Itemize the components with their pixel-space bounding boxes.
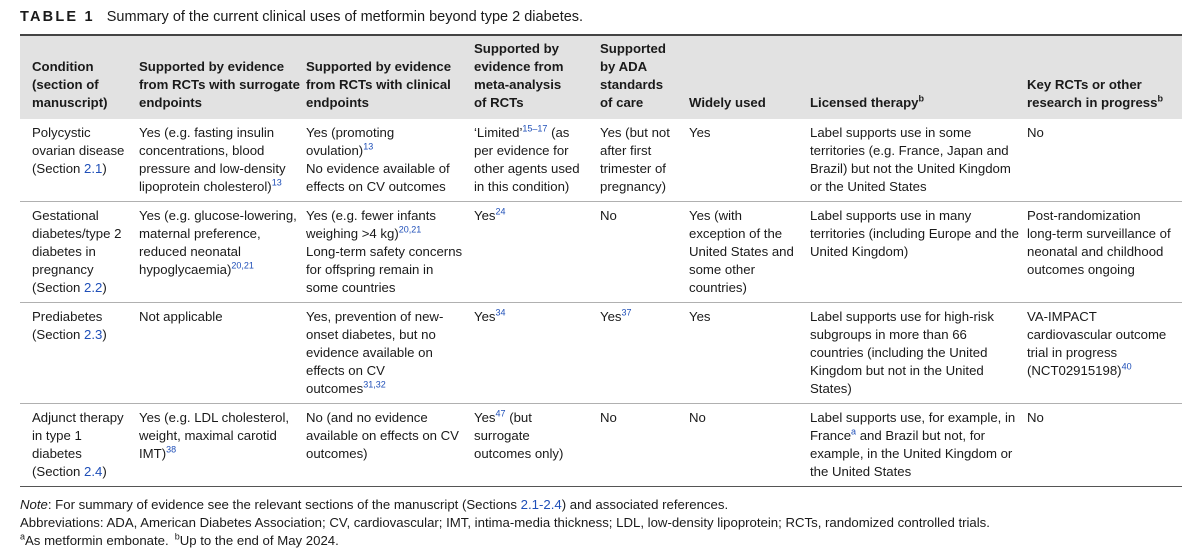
cell-line: [32, 160, 121, 178]
table-cell: [20, 202, 127, 303]
cell-text: example, in the United Kingdom or: [810, 446, 1013, 461]
cell-text: countries): [689, 280, 747, 295]
column-header-line: Supported by evidence: [306, 59, 452, 74]
column-header-line: by ADA: [600, 59, 648, 74]
cell-text: Yes: [474, 309, 496, 324]
cell-line: [600, 160, 671, 178]
cell-line: [474, 308, 582, 326]
note-text-end: ) and associated references.: [561, 497, 729, 512]
cell-text: per evidence for: [474, 143, 569, 158]
cell-line: [32, 427, 121, 445]
cell-text: Yes (e.g. fasting insulin: [139, 125, 275, 140]
cell-text: outcomes: [306, 381, 364, 396]
cell-text: Yes (but not: [600, 125, 670, 140]
cell-line: [1027, 225, 1176, 243]
cell-text: Yes (promoting: [306, 125, 395, 140]
column-header-line: standards: [600, 77, 664, 92]
cell-text: onset diabetes, but no: [306, 327, 436, 342]
reference-link[interactable]: 13: [271, 177, 282, 188]
cell-text: Label supports use for high-risk: [810, 309, 994, 324]
table-cell: [20, 119, 127, 202]
cell-text: Polycystic: [32, 125, 91, 140]
cell-text: (NCT02915198): [1027, 363, 1122, 378]
cell-line: [32, 409, 124, 427]
table-cell: [677, 119, 798, 202]
cell-text: United States and: [689, 244, 794, 259]
cell-line: [306, 261, 456, 279]
cell-line: [474, 178, 582, 196]
cell-text: some other: [689, 262, 755, 277]
column-header: [20, 35, 127, 119]
column-header-text: research in progress: [1027, 95, 1158, 110]
cell-text-end: ): [102, 280, 107, 295]
cell-text: (Section: [32, 327, 85, 342]
section-link[interactable]: 2.1: [84, 161, 103, 176]
cell-line: [474, 142, 582, 160]
cell-text: Gestational: [32, 208, 99, 223]
column-header: [798, 35, 1015, 119]
cell-line: [139, 142, 288, 160]
cell-text: (Section: [32, 161, 85, 176]
reference-link[interactable]: 38: [166, 444, 177, 455]
cell-line: [474, 160, 582, 178]
cell-text: States): [810, 381, 852, 396]
cell-text: effects on CV: [306, 363, 385, 378]
cell-line: [600, 308, 671, 326]
cell-line: [306, 308, 456, 326]
cell-text: weight, maximal carotid: [139, 428, 277, 443]
table-cell: [127, 404, 294, 487]
cell-text: ovarian disease: [32, 143, 125, 158]
cell-line: [810, 160, 1009, 178]
table-cell: [462, 202, 588, 303]
cell-line: [810, 380, 1009, 398]
cell-text: diabetes/type 2: [32, 226, 122, 241]
column-header: [1015, 35, 1182, 119]
cell-text: pressure and low-density: [139, 161, 286, 176]
cell-line: [306, 409, 456, 427]
cell-line: [1027, 409, 1176, 427]
footnote-mark: b: [1157, 93, 1163, 104]
cell-line: [139, 207, 297, 225]
cell-text: territories (e.g. France, Japan and: [810, 143, 1009, 158]
cell-line: [474, 409, 582, 427]
cell-line: [306, 142, 456, 160]
cell-text: other agents used: [474, 161, 580, 176]
cell-text: ‘Limited’: [474, 125, 523, 140]
cell-text: after first: [600, 143, 652, 158]
cell-text: effects on CV outcomes: [306, 179, 446, 194]
cell-text: Post-randomization: [1027, 208, 1141, 223]
cell-line: [139, 427, 288, 445]
cell-text: Kingdom but not in the United: [810, 363, 984, 378]
cell-line: [32, 261, 121, 279]
cell-line: [810, 344, 1009, 362]
cell-line: [810, 124, 1009, 142]
cell-text: No: [1027, 410, 1044, 425]
cell-text: pregnancy): [600, 179, 666, 194]
cell-text: territories (including Europe and the: [810, 226, 1019, 241]
cell-line: [600, 409, 671, 427]
cell-line: [139, 178, 288, 196]
reference-link[interactable]: 34: [495, 307, 506, 318]
cell-line: [306, 344, 456, 362]
cell-line: [600, 124, 671, 142]
cell-line: [139, 445, 288, 463]
table-cell: [294, 303, 462, 404]
cell-text: Long-term safety concerns: [306, 244, 463, 259]
table-row: [20, 404, 1182, 487]
cell-line: [689, 225, 792, 243]
cell-text-end: ): [102, 464, 107, 479]
cell-line: [306, 225, 456, 243]
table-notes: [20, 496, 1182, 550]
cell-line: [139, 160, 288, 178]
column-header: [462, 35, 588, 119]
header-row: [20, 35, 1182, 119]
cell-line: [1027, 308, 1176, 326]
column-header-line: evidence from: [474, 59, 564, 74]
reference-link[interactable]: 20,21: [398, 224, 422, 235]
cell-text: Brazil) but not the United Kingdom: [810, 161, 1011, 176]
cell-line: [139, 308, 288, 326]
column-header-line: of care: [600, 95, 644, 110]
column-header: [127, 35, 300, 119]
table-cell: [588, 404, 677, 487]
table-figure: [20, 0, 1182, 550]
cell-text-end: (but: [505, 410, 532, 425]
cell-text: Yes, prevention of new-: [306, 309, 444, 324]
cell-line: [306, 380, 456, 398]
cell-text: Yes: [474, 410, 496, 425]
column-header-line: from RCTs with clinical: [306, 77, 451, 92]
cell-text: No: [600, 410, 617, 425]
cell-line: [600, 207, 671, 225]
cell-line: [689, 308, 792, 326]
cell-line: [810, 308, 1009, 326]
cell-line: [474, 427, 582, 445]
cell-line: [600, 178, 671, 196]
cell-text: outcomes ongoing: [1027, 262, 1135, 277]
column-header-line: Supported: [600, 41, 666, 56]
cell-text-end: and Brazil but not, for: [856, 428, 986, 443]
cell-line: [689, 124, 792, 142]
table-cell: [1015, 119, 1182, 202]
column-header-line: endpoints: [139, 95, 203, 110]
cell-text: (Section: [32, 280, 85, 295]
table-row: [20, 303, 1182, 404]
cell-text: IMT): [139, 446, 167, 461]
cell-line: [32, 326, 121, 344]
cell-text: United Kingdom): [810, 244, 909, 259]
cell-text: No: [1027, 125, 1044, 140]
cell-line: [810, 225, 1019, 243]
table-caption: [20, 0, 1182, 34]
cell-text: exception of the: [689, 226, 783, 241]
cell-line: [810, 243, 1009, 261]
abbreviations-line: Abbreviations: ADA, American Diabetes Association; CV, cardiovascular; IMT, intima-media thickness; LDL, low-density lipoprotein; RCTs, randomized controlled trials.: [20, 515, 990, 530]
reference-link[interactable]: 20,21: [231, 260, 254, 271]
cell-text: Yes: [600, 309, 622, 324]
cell-text: Yes (e.g. LDL cholesterol,: [139, 410, 290, 425]
cell-text: available on effects on CV: [306, 428, 459, 443]
cell-text: Yes (with: [689, 208, 743, 223]
cell-text-end: (as: [547, 125, 570, 140]
cell-line: [139, 261, 288, 279]
cell-line: [1027, 243, 1176, 261]
cell-line: [1027, 261, 1176, 279]
table-cell: [588, 303, 677, 404]
cell-text: long-term surveillance of: [1027, 226, 1171, 241]
table-cell: [1015, 202, 1182, 303]
cell-text: Yes (e.g. glucose-lowering,: [139, 208, 297, 223]
table-cell: [798, 202, 1019, 303]
cell-text: subgroups in more than 66: [810, 327, 967, 342]
cell-text: No: [689, 410, 706, 425]
cell-line: [810, 326, 1009, 344]
column-header-line: Condition: [32, 59, 94, 74]
table-cell: [294, 119, 462, 202]
cell-text: in type 1: [32, 428, 82, 443]
cell-text: Yes (e.g. fewer infants: [306, 208, 436, 223]
cell-line: [810, 207, 1009, 225]
table-cell: [798, 119, 1015, 202]
cell-line: [306, 243, 463, 261]
cell-text: Adjunct therapy: [32, 410, 124, 425]
cell-line: [32, 207, 121, 225]
cell-line: [600, 142, 671, 160]
cell-line: [139, 243, 288, 261]
cell-text: neonatal and childhood: [1027, 244, 1164, 259]
cell-text: reduced neonatal: [139, 244, 241, 259]
cell-line: [689, 243, 792, 261]
cell-line: [810, 142, 1009, 160]
column-header-line: Key RCTs or other: [1027, 77, 1142, 92]
table-cell: [294, 404, 462, 487]
section-link[interactable]: 2.2: [84, 280, 103, 295]
column-header: [677, 35, 798, 119]
table-cell: [20, 404, 127, 487]
cell-line: [689, 207, 792, 225]
table-cell: [127, 202, 297, 303]
cell-text: some countries: [306, 280, 396, 295]
cell-text: ovulation): [306, 143, 364, 158]
cell-text: Prediabetes: [32, 309, 103, 324]
footnote-b-mark: b: [174, 531, 180, 542]
table-cell: [798, 303, 1015, 404]
cell-line: [810, 463, 1009, 481]
cell-line: [306, 279, 456, 297]
reference-link[interactable]: 13: [363, 141, 374, 152]
table-label: TABLE 1: [20, 9, 95, 25]
cell-line: [306, 445, 456, 463]
cell-text: (Section: [32, 464, 85, 479]
column-header-line: [1027, 94, 1176, 112]
cell-line: [689, 261, 792, 279]
table-cell: [294, 202, 462, 303]
cell-line: [32, 308, 121, 326]
cell-text: Label supports use, for example, in: [810, 410, 1016, 425]
table-cell: [127, 303, 294, 404]
cell-line: [810, 427, 1009, 445]
cell-line: [810, 362, 1009, 380]
footnote-a: [20, 532, 1182, 550]
cell-line: [32, 225, 121, 243]
cell-text: maternal preference,: [139, 226, 261, 241]
cell-text: Yes: [689, 125, 711, 140]
cell-text: trimester of: [600, 161, 666, 176]
column-header: [588, 35, 677, 119]
cell-line: [306, 160, 456, 178]
cell-text: No: [600, 208, 617, 223]
cell-line: [1027, 326, 1176, 344]
table-row: [20, 119, 1182, 202]
cell-line: [32, 142, 125, 160]
column-header-line: Widely used: [689, 95, 766, 110]
cell-text: surrogate: [474, 428, 530, 443]
cell-text: hypoglycaemia): [139, 262, 232, 277]
column-header-line: Supported by evidence: [139, 59, 285, 74]
reference-link[interactable]: 37: [621, 307, 632, 318]
cell-text: for offspring remain in: [306, 262, 434, 277]
table-cell: [20, 303, 127, 404]
cell-text: cardiovascular outcome: [1027, 327, 1167, 342]
cell-line: [306, 362, 456, 380]
table-cell: [462, 119, 588, 202]
cell-line: [689, 279, 792, 297]
table-cell: [588, 202, 677, 303]
column-header: [294, 35, 462, 119]
footnote-mark: b: [918, 93, 924, 104]
cell-line: [810, 445, 1013, 463]
cell-text: diabetes in: [32, 244, 96, 259]
cell-line: [306, 427, 459, 445]
reference-link[interactable]: a: [851, 426, 857, 437]
cell-line: [139, 124, 288, 142]
column-header-line: of RCTs: [474, 95, 524, 110]
note-section-link[interactable]: 2.1-2.4: [520, 497, 562, 512]
cell-line: [306, 178, 456, 196]
cell-line: [306, 207, 456, 225]
reference-link[interactable]: 15–17: [522, 123, 548, 134]
cell-text: France: [810, 428, 852, 443]
footnote-b-text: Up to the end of May 2024.: [179, 533, 339, 548]
cell-text: or the United States: [810, 179, 927, 194]
note-text: : For summary of evidence see the relevant sections of the manuscript (Sections: [47, 497, 521, 512]
cell-line: [32, 124, 121, 142]
cell-text: evidence available on: [306, 345, 433, 360]
cell-text: No (and no evidence: [306, 410, 428, 425]
column-header-line: endpoints: [306, 95, 370, 110]
cell-text: outcomes): [306, 446, 368, 461]
table-title: Summary of the current clinical uses of metformin beyond type 2 diabetes.: [106, 9, 584, 25]
cell-line: [139, 225, 288, 243]
cell-text-end: ): [102, 161, 107, 176]
table-body: [20, 119, 1182, 487]
reference-link[interactable]: 31,32: [363, 379, 386, 390]
summary-table: [20, 34, 1182, 487]
cell-line: [32, 243, 121, 261]
cell-text: VA-IMPACT: [1027, 309, 1097, 324]
column-header-line: from RCTs with surrogate: [139, 77, 300, 92]
column-header-line: meta-analysis: [474, 77, 562, 92]
cell-text: Not applicable: [139, 309, 223, 324]
note-label: Note: [20, 497, 48, 512]
cell-line: [474, 207, 582, 225]
cell-line: [1027, 344, 1176, 362]
cell-line: [1027, 362, 1176, 380]
cell-text: the United States: [810, 464, 912, 479]
cell-line: [1027, 207, 1176, 225]
note-line: [20, 496, 1182, 514]
cell-line: [810, 178, 1009, 196]
table-cell: [1015, 404, 1182, 487]
column-header-line: [810, 94, 1009, 112]
cell-text: No evidence available of: [306, 161, 450, 176]
cell-text: weighing >4 kg): [306, 226, 399, 241]
cell-line: [810, 409, 1016, 427]
cell-text: trial in progress: [1027, 345, 1118, 360]
cell-text-end: ): [102, 327, 107, 342]
cell-text: in this condition): [474, 179, 570, 194]
cell-line: [1027, 124, 1176, 142]
cell-text: Label supports use in many: [810, 208, 972, 223]
column-header-line: (section of: [32, 77, 99, 92]
cell-line: [139, 409, 288, 427]
cell-text: pregnancy: [32, 262, 94, 277]
cell-text: Label supports use in some: [810, 125, 972, 140]
reference-link[interactable]: 40: [1121, 361, 1132, 372]
cell-line: [689, 409, 792, 427]
cell-text: lipoprotein cholesterol): [139, 179, 272, 194]
footnote-a-mark: a: [20, 531, 26, 542]
column-header-line: manuscript): [32, 95, 108, 110]
section-link[interactable]: 2.3: [84, 327, 103, 342]
table-cell: [1015, 303, 1182, 404]
table-cell: [462, 404, 588, 487]
table-cell: [588, 119, 677, 202]
cell-line: [306, 326, 456, 344]
reference-link[interactable]: 47: [495, 408, 506, 419]
table-cell: [677, 404, 798, 487]
cell-line: [32, 445, 121, 463]
table-cell: [677, 303, 798, 404]
column-header-text: Licensed therapy: [810, 95, 919, 110]
reference-link[interactable]: 24: [495, 206, 506, 217]
cell-line: [32, 463, 121, 481]
cell-line: [474, 445, 582, 463]
table-row: [20, 202, 1182, 303]
cell-text: concentrations, blood: [139, 143, 265, 158]
column-header-line: Supported by: [474, 41, 559, 56]
cell-line: [32, 279, 121, 297]
cell-line: [474, 124, 582, 142]
table-cell: [127, 119, 294, 202]
cell-text: Yes: [474, 208, 496, 223]
table-cell: [677, 202, 798, 303]
footnote-a-text: As metformin embonate.: [25, 533, 169, 548]
table-cell: [462, 303, 588, 404]
cell-text: outcomes only): [474, 446, 564, 461]
table-cell: [798, 404, 1015, 487]
cell-line: [306, 124, 456, 142]
cell-text: Yes: [689, 309, 711, 324]
cell-text: diabetes: [32, 446, 82, 461]
cell-text: countries (including the United: [810, 345, 988, 360]
section-link[interactable]: 2.4: [84, 464, 103, 479]
